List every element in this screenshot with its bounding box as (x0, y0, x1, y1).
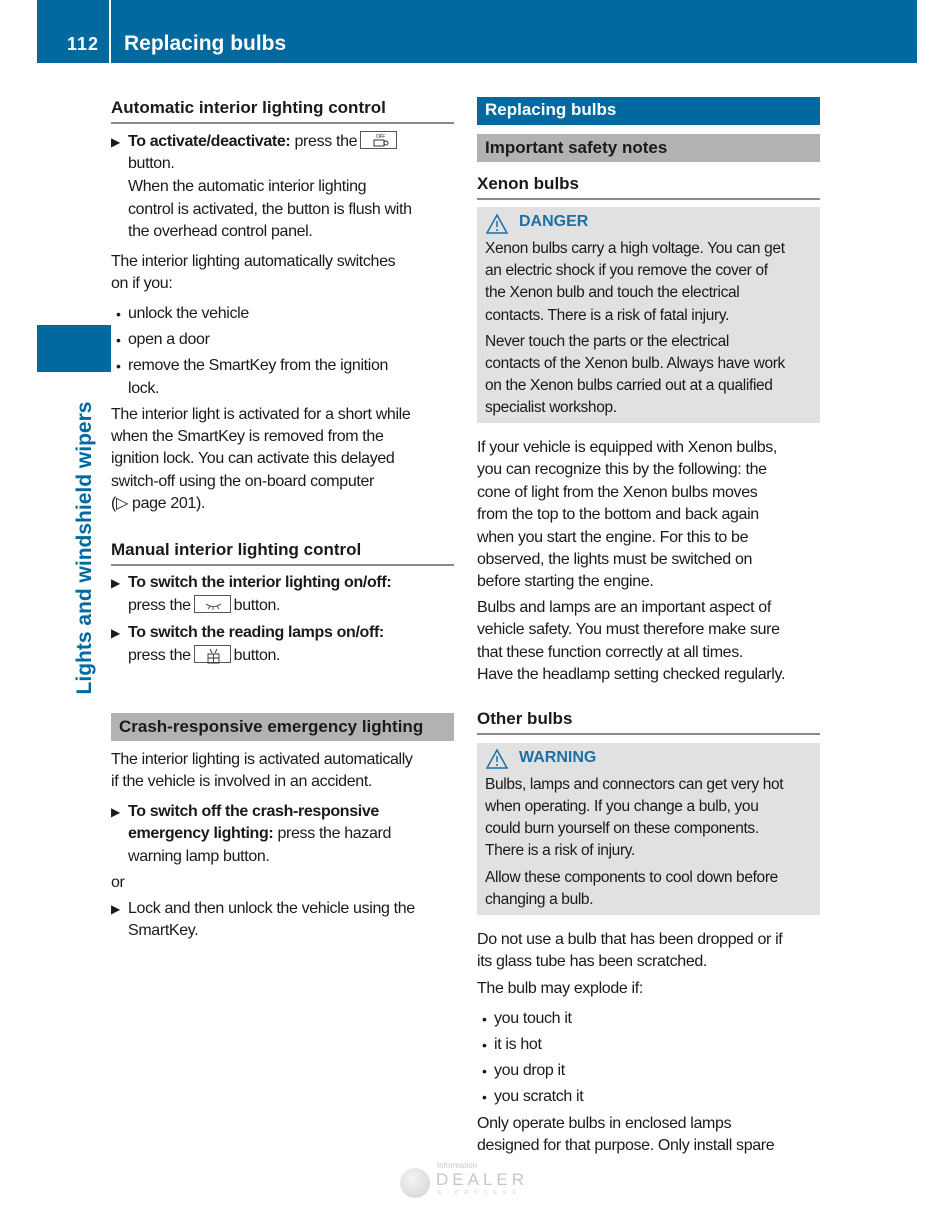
watermark-brand: DEALER (436, 1170, 529, 1189)
header-title: Replacing bulbs (124, 32, 287, 55)
bullet-icon: • (116, 358, 121, 374)
page-number: 112 (67, 34, 100, 54)
box-line: contacts. There is a risk of fatal injury. (485, 307, 730, 324)
bullet-item: you touch it (494, 1010, 572, 1027)
step-line: When the automatic interior lighting (128, 178, 367, 195)
paragraph-line: ignition lock. You can activate this delayed (111, 450, 395, 467)
watermark-sub: E-PROCESS (438, 1190, 522, 1196)
paragraph-line: The interior light is activated for a short while (111, 406, 411, 423)
step-arrow-icon: ▶ (111, 626, 121, 640)
step-line: To activate/deactivate: press the OFF (128, 131, 400, 153)
page-header (37, 0, 917, 63)
bullet-icon: • (482, 1063, 487, 1079)
paragraph-line: cone of light from the Xenon bulbs moves (477, 484, 758, 501)
step-line: press the button. (128, 597, 281, 614)
step-line: To switch the interior lighting on/off: (128, 574, 392, 591)
step-line: To switch the reading lamps on/off: (128, 624, 384, 641)
step-line: SmartKey. (128, 922, 199, 939)
warning-box (477, 743, 820, 915)
auto-light-button-icon (360, 131, 397, 149)
bullet-icon: • (116, 306, 121, 322)
box-line: on the Xenon bulbs carried out at a qualified (485, 377, 773, 394)
paragraph-line: The bulb may explode if: (477, 980, 643, 997)
step-line: press the button. (128, 647, 281, 664)
box-line: Bulbs, lamps and connectors can get very hot (485, 776, 784, 793)
reading-lamp-button-icon (194, 645, 231, 663)
box-line: Xenon bulbs carry a high voltage. You can get (485, 240, 785, 257)
bullet-icon: • (116, 332, 121, 348)
step-line: the overhead control panel. (128, 223, 313, 240)
paragraph-line: Do not use a bulb that has been dropped or if (477, 931, 783, 948)
interior-light-button-icon (194, 595, 231, 613)
bullet-item: you drop it (494, 1062, 565, 1079)
step-arrow-icon: ▶ (111, 902, 121, 916)
paragraph-line: on if you: (111, 275, 173, 292)
step-line: warning lamp button. (128, 848, 270, 865)
box-line: changing a bulb. (485, 891, 594, 908)
watermark-small-text: Information (437, 1161, 478, 1170)
paragraph-line: you can recognize this by the following: the (477, 461, 767, 478)
step-line: control is activated, the button is flush with (128, 201, 412, 218)
paragraph-line: its glass tube has been scratched. (477, 953, 708, 970)
box-line: could burn yourself on these components. (485, 820, 759, 837)
paragraph-line: if the vehicle is involved in an accident. (111, 773, 373, 790)
box-line: specialist workshop. (485, 399, 617, 416)
warning-title: WARNING (519, 749, 597, 766)
bullet-item: it is hot (494, 1036, 542, 1053)
warning-triangle-icon (485, 213, 509, 235)
chapter-tab-marker (37, 325, 111, 372)
box-line: when operating. If you change a bulb, you (485, 798, 759, 815)
step-line: emergency lighting: press the hazard (128, 825, 392, 842)
box-line: the Xenon bulb and touch the electrical (485, 284, 740, 301)
danger-title: DANGER (519, 213, 589, 230)
header-divider (109, 0, 111, 63)
bullet-item: open a door (128, 331, 210, 348)
heading-other-bulbs: Other bulbs (477, 708, 820, 735)
paragraph-line: Bulbs and lamps are an important aspect of (477, 599, 771, 616)
step-arrow-icon: ▶ (111, 805, 121, 819)
paragraph-line: designed for that purpose. Only install spare (477, 1137, 775, 1154)
bullet-item: remove the SmartKey from the ignition (128, 357, 389, 374)
or-text: or (111, 874, 125, 891)
step-arrow-icon: ▶ (111, 576, 121, 590)
paragraph-line: from the top to the bottom and back again (477, 506, 759, 523)
subsection-title: Important safety notes (477, 134, 820, 162)
dealer-watermark-logo (398, 1160, 548, 1205)
box-line: an electric shock if you remove the cover of (485, 262, 768, 279)
bullet-icon: • (482, 1037, 487, 1053)
heading-automatic-lighting: Automatic interior lighting control (111, 97, 454, 124)
page-reference[interactable]: (▷ page 201). (111, 495, 206, 512)
step-line: Lock and then unlock the vehicle using the (128, 900, 415, 917)
box-line: Never touch the parts or the electrical (485, 333, 729, 350)
paragraph-line: observed, the lights must be switched on (477, 551, 753, 568)
paragraph-line: The interior lighting is activated automatically (111, 751, 413, 768)
paragraph-line: before starting the engine. (477, 573, 654, 590)
bullet-item: lock. (128, 380, 160, 397)
box-line: There is a risk of injury. (485, 842, 635, 859)
paragraph-line: If your vehicle is equipped with Xenon bulbs, (477, 439, 778, 456)
heading-manual-lighting: Manual interior lighting control (111, 539, 454, 566)
box-line: Allow these components to cool down before (485, 869, 778, 886)
paragraph-line: Only operate bulbs in enclosed lamps (477, 1115, 732, 1132)
heading-xenon-bulbs: Xenon bulbs (477, 173, 820, 200)
box-line: contacts of the Xenon bulb. Always have work (485, 355, 785, 372)
step-arrow-icon: ▶ (111, 135, 121, 149)
section-title: Replacing bulbs (477, 97, 820, 125)
paragraph-line: vehicle safety. You must therefore make sure (477, 621, 780, 638)
bullet-item: you scratch it (494, 1088, 584, 1105)
paragraph-line: when the SmartKey is removed from the (111, 428, 384, 445)
step-line: button. (128, 155, 175, 172)
paragraph-line: Have the headlamp setting checked regularly. (477, 666, 786, 683)
bullet-item: unlock the vehicle (128, 305, 249, 322)
bullet-icon: • (482, 1011, 487, 1027)
paragraph-line: when you start the engine. For this to be (477, 529, 749, 546)
chapter-tab-label: Lights and windshield wipers (73, 401, 96, 695)
danger-box (477, 207, 820, 423)
paragraph-line: switch-off using the on-board computer (111, 473, 374, 490)
svg-text:OFF: OFF (376, 134, 386, 140)
warning-triangle-icon (485, 748, 509, 770)
bullet-icon: • (482, 1089, 487, 1105)
heading-crash-lighting: Crash-responsive emergency lighting (111, 713, 454, 741)
step-line: To switch off the crash-responsive (128, 803, 379, 820)
paragraph-line: that these function correctly at all times. (477, 644, 743, 661)
globe-icon (400, 1168, 430, 1198)
paragraph-line: The interior lighting automatically switches (111, 253, 396, 270)
